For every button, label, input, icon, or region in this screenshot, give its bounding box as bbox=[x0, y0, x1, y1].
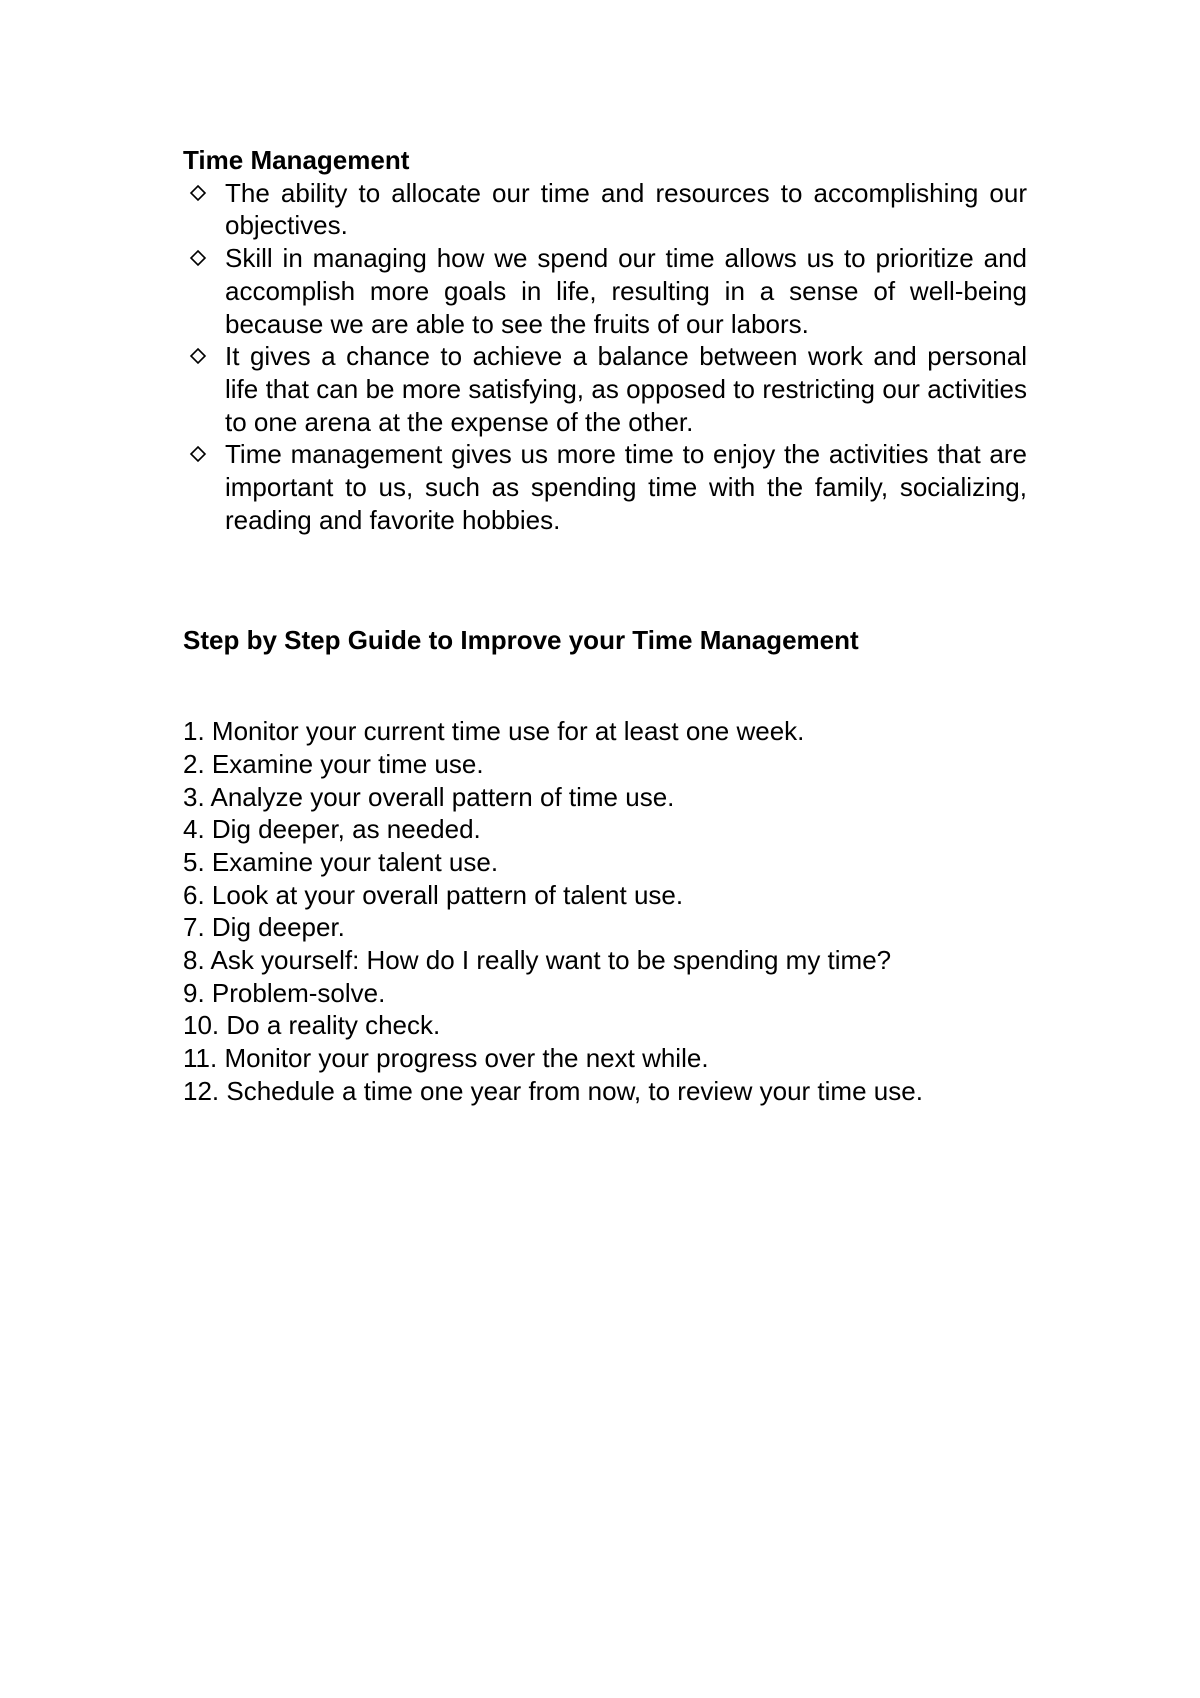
bullet-item bbox=[183, 340, 1027, 438]
step-item: 7. Dig deeper. bbox=[183, 912, 345, 943]
step-item: 1. Monitor your current time use for at least one week. bbox=[183, 716, 805, 747]
diamond-outline-icon bbox=[187, 340, 209, 372]
step-item: 6. Look at your overall pattern of talent use. bbox=[183, 879, 684, 910]
step-item: 12. Schedule a time one year from now, to review your time use. bbox=[183, 1075, 923, 1106]
step-item: 9. Problem-solve. bbox=[183, 977, 386, 1008]
bullet-item bbox=[183, 438, 1027, 536]
time-management-bullet-list bbox=[183, 177, 1027, 537]
bullet-text: It gives a chance to achieve a balance between work and personal life that can be more satisfying, as opposed to restricting our activities to one arena at the expense of the other. bbox=[225, 341, 1027, 437]
bullet-text: Time management gives us more time to enjoy the activities that are important to us, such as spending time with the family, socializing, reading and favorite hobbies. bbox=[225, 439, 1027, 535]
step-item: 11. Monitor your progress over the next while. bbox=[183, 1043, 709, 1074]
section-title-time-management: Time Management bbox=[183, 145, 410, 175]
section-title-step-by-step-guide: Step by Step Guide to Improve your Time Management bbox=[183, 625, 859, 656]
step-item: 5. Examine your talent use. bbox=[183, 846, 499, 877]
step-item: 10. Do a reality check. bbox=[183, 1010, 441, 1041]
diamond-outline-icon bbox=[187, 177, 209, 209]
document-content bbox=[183, 144, 1027, 1108]
diamond-outline-icon bbox=[187, 242, 209, 274]
steps-list bbox=[183, 715, 1027, 1107]
bullet-item bbox=[183, 242, 1027, 340]
bullet-text: Skill in managing how we spend our time allows us to prioritize and accomplish more goals in life, resulting in a sense of well-being because we are able to see the fruits of our labors. bbox=[225, 243, 1027, 339]
step-item: 2. Examine your time use. bbox=[183, 748, 484, 779]
diamond-outline-icon bbox=[187, 438, 209, 470]
bullet-item bbox=[183, 177, 1027, 242]
step-item: 8. Ask yourself: How do I really want to be spending my time? bbox=[183, 945, 892, 976]
step-item: 3. Analyze your overall pattern of time use. bbox=[183, 781, 675, 812]
step-item: 4. Dig deeper, as needed. bbox=[183, 814, 481, 845]
bullet-text: The ability to allocate our time and resources to accomplishing our objectives. bbox=[225, 177, 1027, 241]
